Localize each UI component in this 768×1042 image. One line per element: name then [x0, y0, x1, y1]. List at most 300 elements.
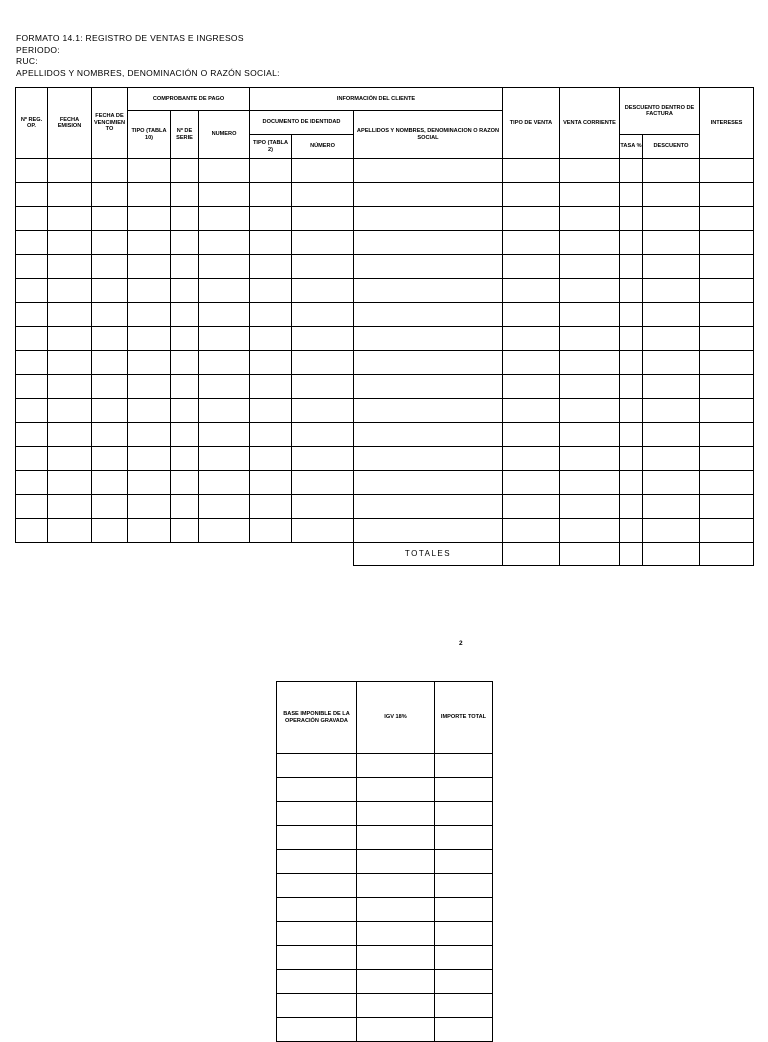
table-cell[interactable] [48, 423, 92, 447]
table-cell[interactable] [277, 898, 357, 922]
table-cell[interactable] [199, 279, 250, 303]
table-cell[interactable] [503, 231, 560, 255]
table-cell[interactable] [503, 495, 560, 519]
table-cell[interactable] [357, 826, 435, 850]
table-cell[interactable] [92, 447, 128, 471]
table-cell[interactable] [643, 279, 700, 303]
table-cell[interactable] [48, 495, 92, 519]
table-cell[interactable] [620, 447, 643, 471]
table-cell[interactable] [48, 471, 92, 495]
table-cell[interactable] [503, 327, 560, 351]
table-cell[interactable] [171, 183, 199, 207]
table-cell[interactable] [357, 874, 435, 898]
total-cell[interactable] [620, 543, 643, 566]
table-cell[interactable] [199, 375, 250, 399]
table-cell[interactable] [92, 351, 128, 375]
table-cell[interactable] [503, 447, 560, 471]
table-cell[interactable] [48, 519, 92, 543]
table-cell[interactable] [435, 898, 493, 922]
table-cell[interactable] [128, 351, 171, 375]
table-row [277, 922, 493, 946]
table-cell[interactable] [354, 495, 503, 519]
table-cell[interactable] [560, 447, 620, 471]
table-cell[interactable] [503, 399, 560, 423]
table-cell[interactable] [354, 183, 503, 207]
table-cell[interactable] [92, 375, 128, 399]
table-cell[interactable] [199, 183, 250, 207]
table-cell[interactable] [277, 1018, 357, 1042]
table-cell[interactable] [199, 423, 250, 447]
table-cell[interactable] [700, 303, 754, 327]
table-cell[interactable] [620, 471, 643, 495]
table-cell[interactable] [354, 423, 503, 447]
table-cell[interactable] [503, 519, 560, 543]
table-cell[interactable] [92, 519, 128, 543]
table-cell[interactable] [92, 207, 128, 231]
table-cell[interactable] [250, 159, 292, 183]
table-row [16, 447, 754, 471]
table-cell[interactable] [503, 159, 560, 183]
header-info-cliente: INFORMACIÓN DEL CLIENTE [250, 88, 503, 111]
table-cell[interactable] [620, 375, 643, 399]
table-cell[interactable] [560, 183, 620, 207]
table-cell[interactable] [357, 946, 435, 970]
table-cell[interactable] [292, 471, 354, 495]
table-cell[interactable] [700, 399, 754, 423]
table-cell[interactable] [250, 183, 292, 207]
table-cell[interactable] [292, 303, 354, 327]
table-cell[interactable] [128, 447, 171, 471]
table-cell[interactable] [620, 183, 643, 207]
table-cell[interactable] [560, 375, 620, 399]
table-cell[interactable] [700, 207, 754, 231]
table-cell[interactable] [92, 255, 128, 279]
table-cell[interactable] [128, 255, 171, 279]
table-cell[interactable] [250, 255, 292, 279]
table-row [16, 231, 754, 255]
table-cell[interactable] [128, 207, 171, 231]
table-cell[interactable] [643, 303, 700, 327]
table-cell[interactable] [435, 922, 493, 946]
header-venta-corriente: VENTA CORRIENTE [560, 88, 620, 159]
total-cell[interactable] [560, 543, 620, 566]
table-cell[interactable] [354, 375, 503, 399]
table-row [277, 970, 493, 994]
table-cell[interactable] [128, 183, 171, 207]
table-cell[interactable] [171, 399, 199, 423]
table-cell[interactable] [435, 994, 493, 1018]
table-cell[interactable] [643, 327, 700, 351]
table-cell[interactable] [128, 423, 171, 447]
table-cell[interactable] [16, 423, 48, 447]
table-cell[interactable] [128, 159, 171, 183]
table-cell[interactable] [700, 255, 754, 279]
table-cell[interactable] [48, 183, 92, 207]
table-cell[interactable] [357, 922, 435, 946]
table-cell[interactable] [199, 207, 250, 231]
table-cell[interactable] [48, 159, 92, 183]
table-row [16, 255, 754, 279]
tax-base-table [276, 681, 493, 1042]
table-cell[interactable] [643, 423, 700, 447]
table-cell[interactable] [700, 327, 754, 351]
header-apellidos-cliente: APELLIDOS Y NOMBRES, DENOMINACION O RAZON SOCIAL [354, 111, 503, 159]
table-cell[interactable] [503, 255, 560, 279]
total-cell[interactable] [700, 543, 754, 566]
table-cell[interactable] [643, 351, 700, 375]
table-cell[interactable] [503, 207, 560, 231]
table-cell[interactable] [199, 447, 250, 471]
table-cell[interactable] [357, 754, 435, 778]
table-row [277, 874, 493, 898]
table-row [16, 399, 754, 423]
table-cell[interactable] [357, 898, 435, 922]
table-cell[interactable] [700, 183, 754, 207]
table-cell[interactable] [354, 519, 503, 543]
table-cell[interactable] [128, 327, 171, 351]
table-row [16, 519, 754, 543]
table-cell[interactable] [199, 327, 250, 351]
table-cell[interactable] [128, 519, 171, 543]
totales-label: TOTALES [354, 543, 503, 566]
table-cell[interactable] [128, 399, 171, 423]
table-cell[interactable] [357, 970, 435, 994]
table-cell[interactable] [292, 327, 354, 351]
table-cell[interactable] [16, 255, 48, 279]
table-cell[interactable] [354, 327, 503, 351]
table-cell[interactable] [250, 207, 292, 231]
totales-row [16, 543, 754, 566]
table-cell[interactable] [48, 279, 92, 303]
table-cell[interactable] [560, 255, 620, 279]
table-cell[interactable] [643, 495, 700, 519]
table-cell[interactable] [92, 279, 128, 303]
table-cell[interactable] [171, 375, 199, 399]
table-cell[interactable] [16, 207, 48, 231]
table-cell[interactable] [620, 255, 643, 279]
header-tipo-tabla2: TIPO (TABLA 2) [250, 135, 292, 159]
table-cell[interactable] [171, 303, 199, 327]
table-row [16, 375, 754, 399]
table-cell[interactable] [128, 375, 171, 399]
page-number: 2 [459, 640, 463, 647]
table-row [16, 207, 754, 231]
table-cell[interactable] [620, 159, 643, 183]
table-cell[interactable] [503, 375, 560, 399]
table-cell[interactable] [277, 946, 357, 970]
table-cell[interactable] [92, 303, 128, 327]
table-row [277, 994, 493, 1018]
table-cell[interactable] [292, 399, 354, 423]
table-cell[interactable] [128, 303, 171, 327]
table-cell[interactable] [250, 447, 292, 471]
table-cell[interactable] [48, 327, 92, 351]
table-cell[interactable] [171, 255, 199, 279]
table-cell[interactable] [92, 159, 128, 183]
table-cell[interactable] [357, 1018, 435, 1042]
table-cell[interactable] [171, 519, 199, 543]
table-cell[interactable] [16, 159, 48, 183]
table-cell[interactable] [560, 495, 620, 519]
table-cell[interactable] [354, 279, 503, 303]
table-cell[interactable] [354, 399, 503, 423]
table-cell[interactable] [292, 255, 354, 279]
table-cell[interactable] [16, 375, 48, 399]
total-cell[interactable] [643, 543, 700, 566]
table-row [16, 495, 754, 519]
table-row [277, 778, 493, 802]
table-cell[interactable] [292, 207, 354, 231]
table-cell[interactable] [503, 351, 560, 375]
table-cell[interactable] [700, 471, 754, 495]
header-tasa: TASA % [620, 135, 643, 159]
table-cell[interactable] [48, 375, 92, 399]
table-cell[interactable] [292, 375, 354, 399]
table-cell[interactable] [48, 231, 92, 255]
table-cell[interactable] [292, 279, 354, 303]
table-cell[interactable] [16, 351, 48, 375]
table-cell[interactable] [700, 375, 754, 399]
table-cell[interactable] [435, 850, 493, 874]
table-cell[interactable] [199, 159, 250, 183]
table-cell[interactable] [250, 399, 292, 423]
table-cell[interactable] [620, 303, 643, 327]
table-cell[interactable] [128, 231, 171, 255]
table-cell[interactable] [700, 519, 754, 543]
table-cell[interactable] [199, 519, 250, 543]
table-cell[interactable] [354, 207, 503, 231]
table-cell[interactable] [292, 423, 354, 447]
table-cell[interactable] [435, 802, 493, 826]
table-cell[interactable] [357, 778, 435, 802]
table-cell[interactable] [16, 399, 48, 423]
table-cell[interactable] [354, 303, 503, 327]
table-cell[interactable] [277, 850, 357, 874]
table-cell[interactable] [435, 874, 493, 898]
table-cell[interactable] [48, 255, 92, 279]
table-cell[interactable] [354, 447, 503, 471]
table-cell[interactable] [503, 471, 560, 495]
table-cell[interactable] [560, 351, 620, 375]
table-cell[interactable] [620, 423, 643, 447]
table-cell[interactable] [700, 495, 754, 519]
header-doc-identidad: DOCUMENTO DE IDENTIDAD [250, 111, 354, 135]
table-cell[interactable] [292, 519, 354, 543]
table-cell[interactable] [620, 327, 643, 351]
table-cell[interactable] [643, 399, 700, 423]
table-cell[interactable] [128, 495, 171, 519]
table-cell[interactable] [354, 351, 503, 375]
table-cell[interactable] [92, 183, 128, 207]
table-cell[interactable] [277, 922, 357, 946]
table-cell[interactable] [700, 351, 754, 375]
table-cell[interactable] [354, 231, 503, 255]
table-cell[interactable] [16, 495, 48, 519]
table-cell[interactable] [250, 471, 292, 495]
table-cell[interactable] [643, 159, 700, 183]
table-cell[interactable] [48, 399, 92, 423]
table-cell[interactable] [171, 351, 199, 375]
table-cell[interactable] [700, 279, 754, 303]
table-cell[interactable] [700, 159, 754, 183]
table-cell[interactable] [171, 495, 199, 519]
table-cell[interactable] [92, 495, 128, 519]
table-cell[interactable] [250, 303, 292, 327]
table-cell[interactable] [560, 327, 620, 351]
table-cell[interactable] [16, 303, 48, 327]
table-cell[interactable] [92, 231, 128, 255]
table-row [16, 423, 754, 447]
table-cell[interactable] [250, 423, 292, 447]
table-cell[interactable] [92, 399, 128, 423]
table-cell[interactable] [16, 231, 48, 255]
table-cell[interactable] [171, 159, 199, 183]
table-cell[interactable] [92, 423, 128, 447]
table-cell[interactable] [643, 471, 700, 495]
table-cell[interactable] [435, 946, 493, 970]
table-cell[interactable] [16, 183, 48, 207]
table-cell[interactable] [357, 994, 435, 1018]
table-cell[interactable] [700, 231, 754, 255]
table-cell[interactable] [435, 826, 493, 850]
tax-rows [277, 754, 493, 1042]
table-cell[interactable] [643, 447, 700, 471]
table-cell[interactable] [292, 351, 354, 375]
table-row [277, 754, 493, 778]
table-cell[interactable] [48, 303, 92, 327]
table-cell[interactable] [48, 351, 92, 375]
table-cell[interactable] [620, 279, 643, 303]
table-cell[interactable] [357, 850, 435, 874]
table-cell[interactable] [199, 303, 250, 327]
table-cell[interactable] [16, 519, 48, 543]
table-cell[interactable] [292, 183, 354, 207]
table-row [16, 303, 754, 327]
table-cell[interactable] [357, 802, 435, 826]
table-cell[interactable] [560, 231, 620, 255]
table-cell[interactable] [354, 471, 503, 495]
table-cell[interactable] [620, 351, 643, 375]
table-cell[interactable] [171, 471, 199, 495]
table-cell[interactable] [171, 231, 199, 255]
table-cell[interactable] [643, 231, 700, 255]
table-cell[interactable] [128, 471, 171, 495]
table-cell[interactable] [16, 471, 48, 495]
table-cell[interactable] [277, 874, 357, 898]
table-cell[interactable] [435, 1018, 493, 1042]
table-cell[interactable] [171, 279, 199, 303]
table-cell[interactable] [560, 519, 620, 543]
table-cell[interactable] [92, 471, 128, 495]
table-cell[interactable] [171, 423, 199, 447]
table-cell[interactable] [277, 970, 357, 994]
table-cell[interactable] [560, 303, 620, 327]
table-cell[interactable] [435, 754, 493, 778]
table-cell[interactable] [503, 423, 560, 447]
table-cell[interactable] [503, 303, 560, 327]
table-cell[interactable] [277, 754, 357, 778]
table-cell[interactable] [16, 447, 48, 471]
table-cell[interactable] [620, 231, 643, 255]
sales-register-table [15, 87, 754, 566]
table-cell[interactable] [277, 778, 357, 802]
header-intereses: INTERESES [700, 88, 754, 159]
table-cell[interactable] [560, 159, 620, 183]
table-cell[interactable] [128, 279, 171, 303]
table-cell[interactable] [171, 447, 199, 471]
table-cell[interactable] [199, 495, 250, 519]
table-cell[interactable] [292, 447, 354, 471]
table-row [16, 159, 754, 183]
table-cell[interactable] [560, 279, 620, 303]
table-cell[interactable] [643, 375, 700, 399]
table-cell[interactable] [354, 159, 503, 183]
periodo-label: PERIODO: [16, 45, 60, 55]
table-cell[interactable] [171, 327, 199, 351]
table-cell[interactable] [199, 471, 250, 495]
table-cell[interactable] [643, 207, 700, 231]
table-cell[interactable] [171, 207, 199, 231]
table-cell[interactable] [560, 399, 620, 423]
table-cell[interactable] [292, 495, 354, 519]
table-cell[interactable] [643, 183, 700, 207]
table-cell[interactable] [199, 399, 250, 423]
table-cell[interactable] [292, 159, 354, 183]
table-cell[interactable] [560, 471, 620, 495]
table-cell[interactable] [620, 207, 643, 231]
table-cell[interactable] [435, 970, 493, 994]
table-cell[interactable] [620, 495, 643, 519]
table-cell[interactable] [435, 778, 493, 802]
table-cell[interactable] [643, 519, 700, 543]
table-row [16, 279, 754, 303]
table-cell[interactable] [700, 447, 754, 471]
table-cell[interactable] [199, 231, 250, 255]
table-cell[interactable] [560, 423, 620, 447]
razon-social-label: APELLIDOS Y NOMBRES, DENOMINACIÓN O RAZÓN SOCIAL: [16, 68, 280, 78]
table-cell[interactable] [277, 802, 357, 826]
table-cell[interactable] [620, 399, 643, 423]
table-cell[interactable] [250, 327, 292, 351]
table-cell[interactable] [16, 279, 48, 303]
header-numero-comprobante: NUMERO [199, 111, 250, 159]
table-cell[interactable] [250, 495, 292, 519]
table-cell[interactable] [48, 207, 92, 231]
table-cell[interactable] [16, 327, 48, 351]
table-cell[interactable] [503, 279, 560, 303]
table-cell[interactable] [250, 279, 292, 303]
table-cell[interactable] [643, 255, 700, 279]
table-cell[interactable] [292, 231, 354, 255]
table-cell[interactable] [250, 351, 292, 375]
table-cell[interactable] [250, 231, 292, 255]
table-cell[interactable] [92, 327, 128, 351]
table-cell[interactable] [700, 423, 754, 447]
table-cell[interactable] [560, 207, 620, 231]
table-cell[interactable] [354, 255, 503, 279]
table-cell[interactable] [277, 994, 357, 1018]
table-cell[interactable] [277, 826, 357, 850]
table-cell[interactable] [250, 375, 292, 399]
table-cell[interactable] [620, 519, 643, 543]
table-cell[interactable] [503, 183, 560, 207]
table-cell[interactable] [199, 351, 250, 375]
table-row [277, 898, 493, 922]
table-cell[interactable] [199, 255, 250, 279]
total-cell[interactable] [503, 543, 560, 566]
table-cell[interactable] [250, 519, 292, 543]
table-cell[interactable] [48, 447, 92, 471]
